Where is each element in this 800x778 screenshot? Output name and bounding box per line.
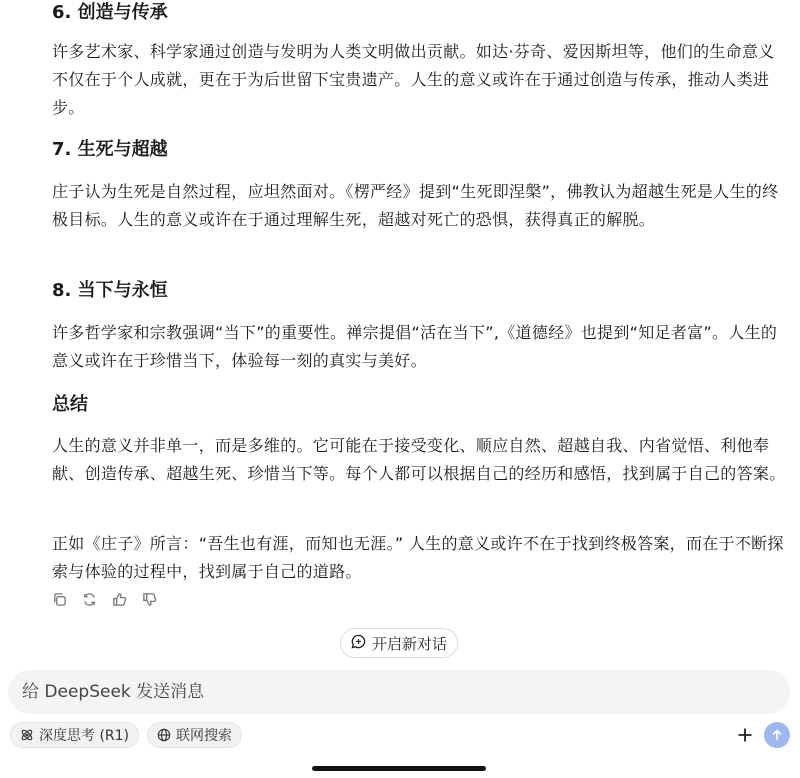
message-input[interactable]	[20, 681, 778, 703]
chat-plus-icon	[351, 634, 366, 653]
section-paragraph-8: 许多哲学家和宗教强调“当下”的重要性。禅宗提倡“活在当下”,《道德经》也提到“知足者富”。人生的意义或许在于珍惜当下，体验每一刻的真实与美好。	[52, 323, 778, 370]
composer-tools	[10, 722, 242, 748]
section-paragraph-6: 许多艺术家、科学家通过创造与发明为人类文明做出贡献。如达·芬奇、爱因斯坦等，他们的生命意义不仅在于个人成就，更在于为后世留下宝贵遗产。人生的意义或许在于通过创造与传承，推动人类进步。	[52, 42, 775, 117]
web-search-label: 联网搜索	[176, 728, 233, 744]
web-search-toggle[interactable]	[147, 722, 242, 748]
arrow-up-icon	[770, 728, 784, 742]
atom-icon	[20, 728, 34, 742]
thumbs-down-icon[interactable]	[140, 590, 158, 608]
new-chat-button[interactable]	[340, 628, 458, 658]
new-chat-label: 开启新对话	[371, 634, 447, 653]
plus-icon	[737, 727, 753, 743]
deep-think-label: 深度思考 (R1)	[39, 728, 130, 744]
section-heading-7: 7. 生死与超越	[52, 139, 168, 160]
regenerate-icon[interactable]	[80, 590, 98, 608]
home-indicator[interactable]	[312, 766, 486, 771]
summary-paragraph-1: 人生的意义并非单一，而是多维的。它可能在于接受变化、顺应自然、超越自我、内省觉悟、利他奉献、创造传承、超越生死、珍惜当下等。每个人都可以根据自己的经历和感悟，找到属于自己的答案。	[52, 436, 786, 483]
section-paragraph-7: 庄子认为生死是自然过程，应坦然面对。《楞严经》提到“生死即涅槃”，佛教认为超越生死是人生的终极目标。人生的意义或许在于通过理解生死，超越对死亡的恐惧，获得真正的解脱。	[52, 182, 779, 229]
thumbs-up-icon[interactable]	[110, 590, 128, 608]
summary-paragraph-2: 正如《庄子》所言：“吾生也有涯，而知也无涯。” 人生的意义或许不在于找到终极答案，而在于不断探索与体验的过程中，找到属于自己的道路。	[52, 534, 784, 581]
summary-heading: 总结	[52, 394, 88, 415]
section-heading-6: 6. 创造与传承	[52, 2, 168, 23]
message-actions	[50, 590, 158, 608]
deep-think-toggle[interactable]	[10, 722, 139, 748]
attach-button[interactable]	[734, 724, 756, 746]
message-composer	[8, 670, 790, 714]
send-button[interactable]	[764, 722, 790, 748]
copy-icon[interactable]	[50, 590, 68, 608]
globe-icon	[157, 728, 171, 742]
section-heading-8: 8. 当下与永恒	[52, 280, 168, 301]
